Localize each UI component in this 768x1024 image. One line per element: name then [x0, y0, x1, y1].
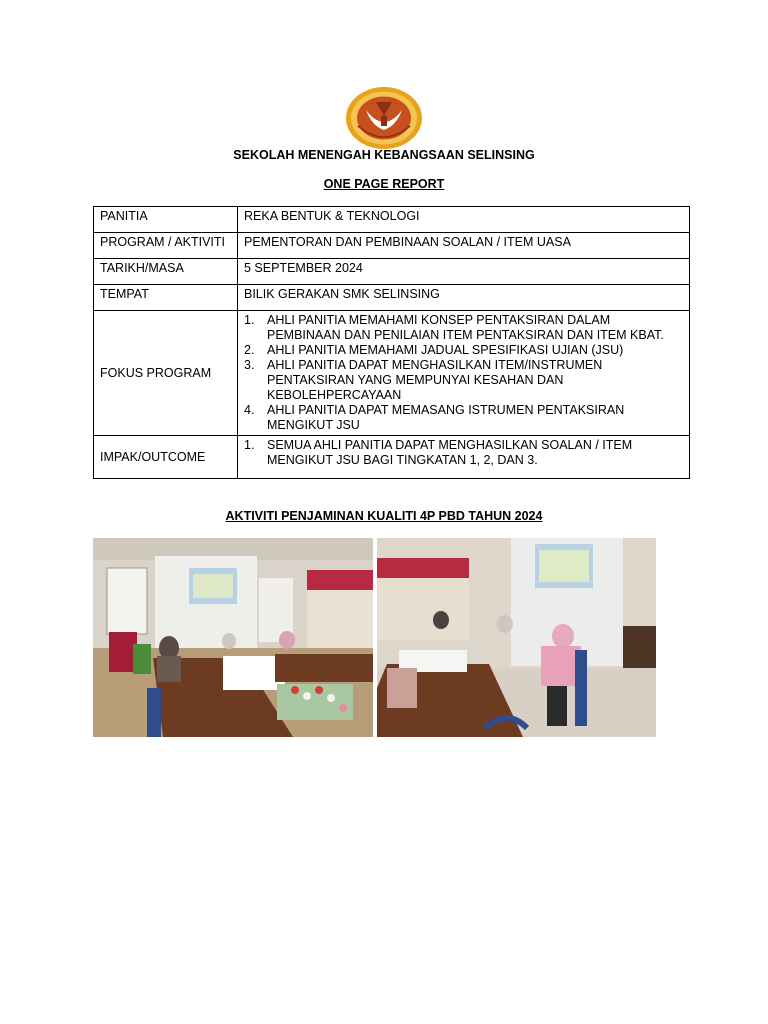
- list-item: 4. AHLI PANITIA DAPAT MEMASANG ISTRUMEN PENTAKSIRAN MENGIKUT JSU: [244, 403, 625, 432]
- program-label: PROGRAM / AKTIVITI: [94, 233, 238, 259]
- list-item: 2. AHLI PANITIA MEMAHAMI JADUAL SPESIFIKASI UJIAN (JSU): [244, 343, 624, 357]
- impact-label: IMPAK/OUTCOME: [94, 436, 238, 479]
- list-item: 1. AHLI PANITIA MEMAHAMI KONSEP PENTAKSIRAN DALAM PEMBINAAN DAN PENILAIAN ITEM PENTAKSIRAN DAN ITEM KBAT.: [244, 313, 664, 342]
- school-crest-icon: [344, 86, 424, 150]
- table-row: [94, 436, 690, 479]
- table-row: [94, 233, 690, 259]
- report-info-table: [93, 206, 690, 479]
- table-row: [94, 207, 690, 233]
- section-title: AKTIVITI PENJAMINAN KUALITI 4P PBD TAHUN 2024: [225, 509, 543, 523]
- list-item: 1. SEMUA AHLI PANITIA DAPAT MENGHASILKAN SOALAN / ITEM MENGIKUT JSU BAGI TINGKATAN 1, 2, DAN 3.: [244, 438, 633, 467]
- focus-cell: [238, 311, 690, 436]
- meeting-photo-1: [93, 538, 373, 737]
- panitia-label: PANITIA: [94, 207, 238, 233]
- meeting-photo-2: [377, 538, 656, 737]
- list-item: 3. AHLI PANITIA DAPAT MENGHASILKAN ITEM/INSTRUMEN PENTAKSIRAN YANG MEMPUNYAI KESAHAN DAN KEBOLEHPERCAYAAN: [244, 358, 603, 402]
- report-title: ONE PAGE REPORT: [323, 177, 445, 191]
- school-name: SEKOLAH MENENGAH KEBANGSAAN SELINSING: [233, 148, 535, 162]
- place-value: BILIK GERAKAN SMK SELINSING: [238, 285, 690, 311]
- table-row: [94, 259, 690, 285]
- impact-cell: [238, 436, 690, 479]
- table-row: [94, 311, 690, 436]
- table-row: [94, 285, 690, 311]
- impact-list: [244, 438, 683, 468]
- program-value: PEMENTORAN DAN PEMBINAAN SOALAN / ITEM UASA: [238, 233, 690, 259]
- panitia-value: REKA BENTUK & TEKNOLOGI: [238, 207, 690, 233]
- date-label: TARIKH/MASA: [94, 259, 238, 285]
- focus-label: FOKUS PROGRAM: [94, 311, 238, 436]
- place-label: TEMPAT: [94, 285, 238, 311]
- focus-list: [244, 313, 683, 433]
- date-value: 5 SEPTEMBER 2024: [238, 259, 690, 285]
